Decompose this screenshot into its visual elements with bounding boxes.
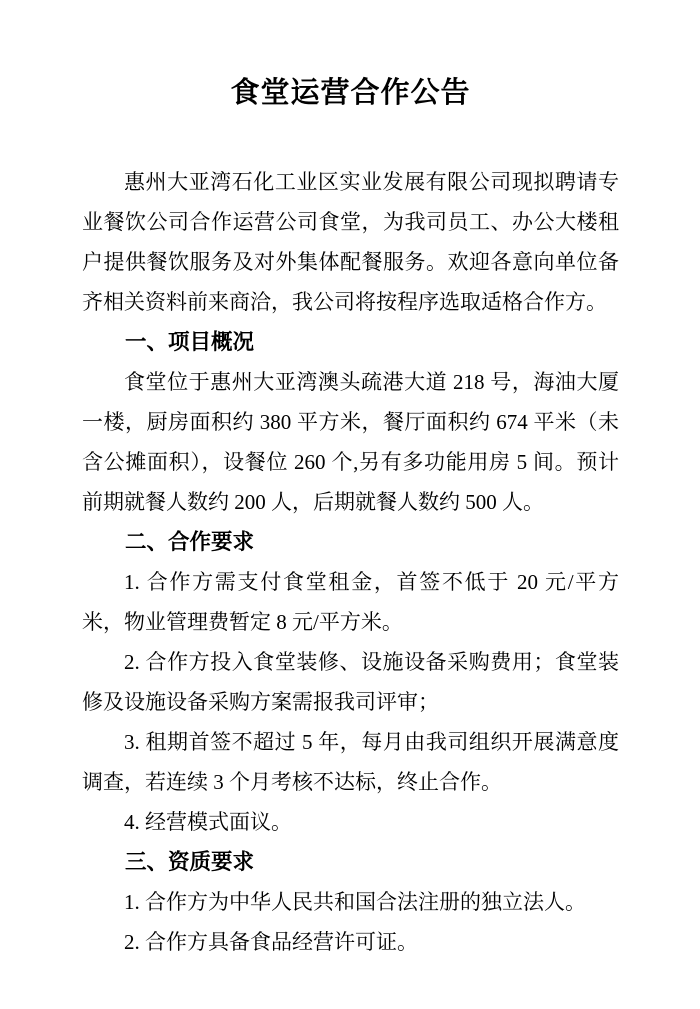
section-2-item-3: 3. 租期首签不超过 5 年，每月由我司组织开展满意度调查，若连续 3 个月考核不达标，终止合作。 <box>82 730 619 794</box>
section-3-item-2: 2. 合作方具备食品经营许可证。 <box>124 930 418 954</box>
section-2-item-1: 1. 合作方需支付食堂租金，首签不低于 20 元/平方米，物业管理费暂定 8 元/平方米。 <box>82 570 619 634</box>
section-2-item-2: 2. 合作方投入食堂装修、设施设备采购费用；食堂装修及设施设备采购方案需报我司评审； <box>82 650 619 714</box>
section-3-heading: 三、资质要求 <box>125 850 255 874</box>
intro-paragraph: 惠州大亚湾石化工业区实业发展有限公司现拟聘请专业餐饮公司合作运营公司食堂，为我司员工、办公大楼租户提供餐饮服务及对外集体配餐服务。欢迎各意向单位备齐相关资料前来商洽，我公司将按程序选取适格合作方。 <box>82 170 619 314</box>
document-title: 食堂运营合作公告 <box>230 77 471 109</box>
section-1-paragraph: 食堂位于惠州大亚湾澳头疏港大道 218 号，海油大厦一楼，厨房面积约 380 平方米，餐厅面积约 674 平米（未含公摊面积），设餐位 260 个,另有多功能用房 5 间。预计前期就餐人数约 200 人，后期就餐人数约 500 人。 <box>82 370 619 514</box>
section-2-heading: 二、合作要求 <box>125 530 255 554</box>
section-3-item-1: 1. 合作方为中华人民共和国合法注册的独立法人。 <box>124 890 586 914</box>
section-2-item-4: 4. 经营模式面议。 <box>124 810 292 834</box>
section-1-heading: 一、项目概况 <box>125 330 255 354</box>
